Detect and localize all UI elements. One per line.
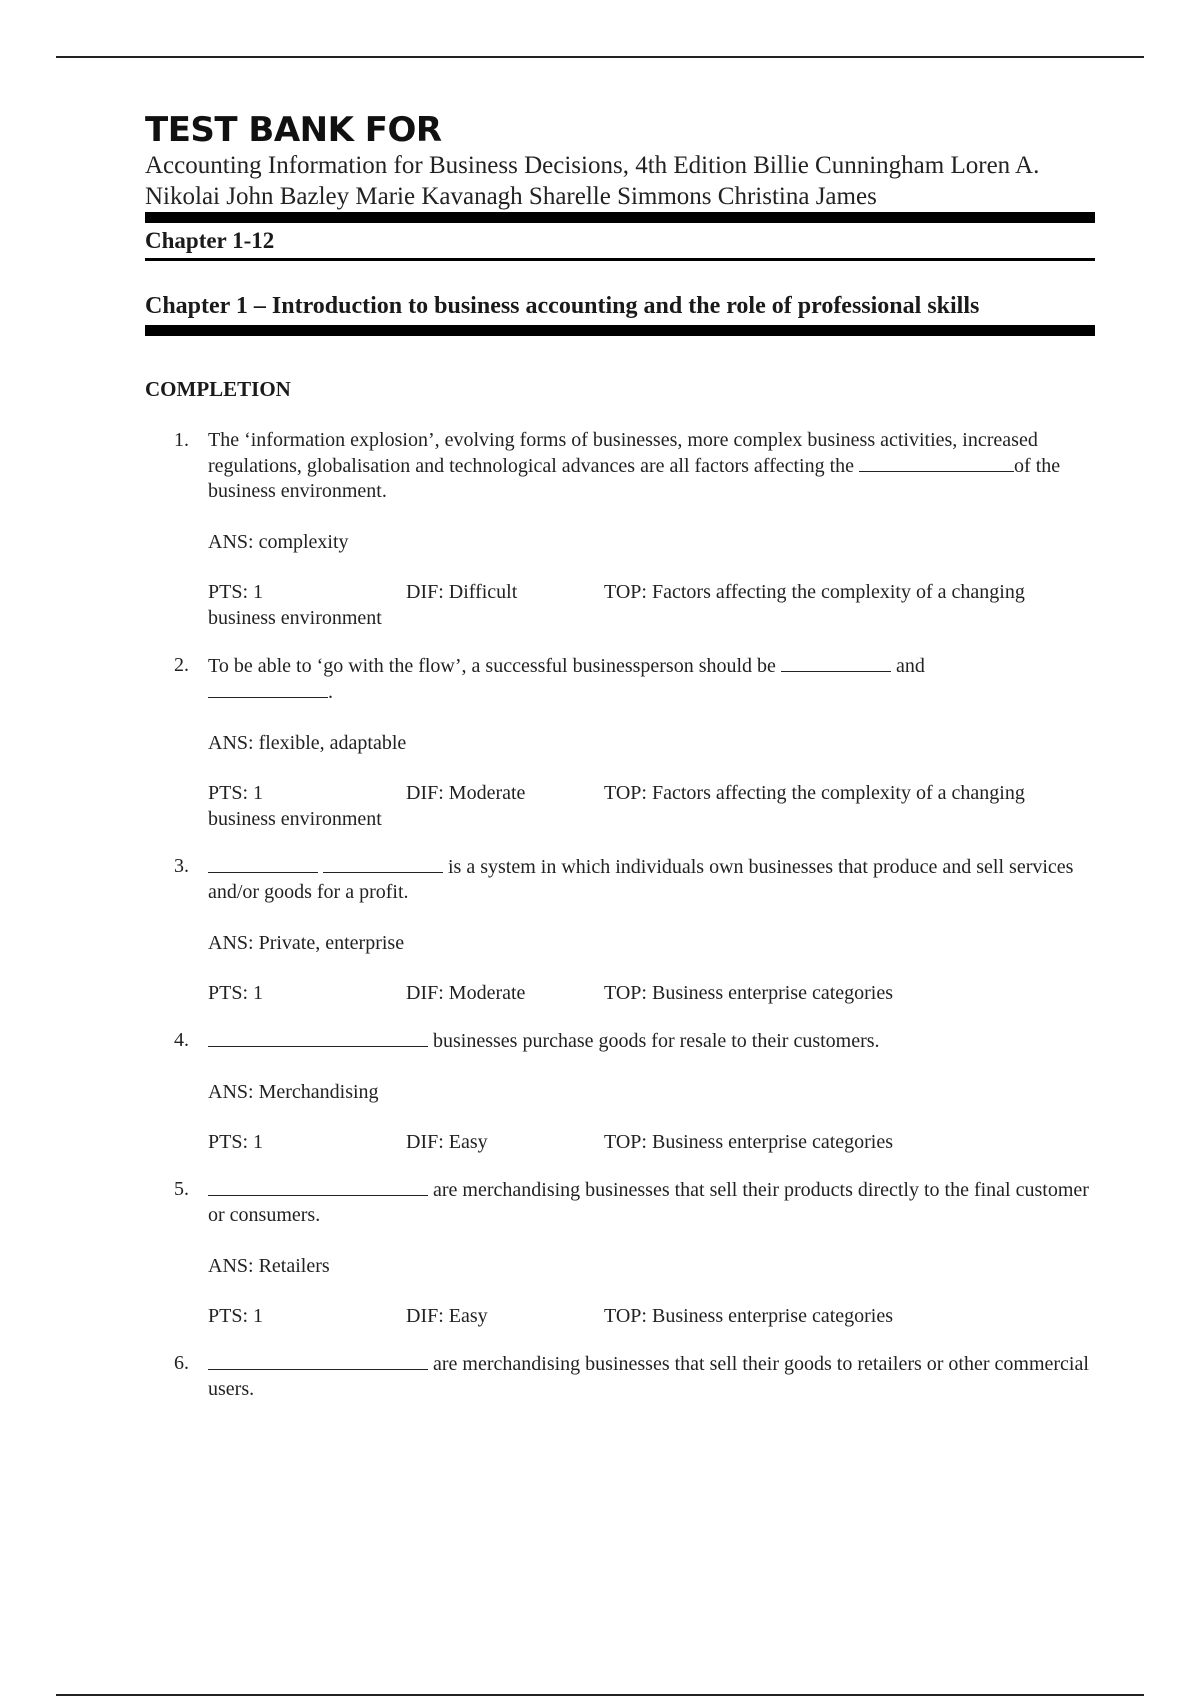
answer-line: ANS: complexity	[208, 531, 349, 553]
question-text: The ‘information explosion’, evolving forms of businesses, more complex business activities, increased regulations, globalisation and technological advances are all factors affecting the of the business environment.	[208, 429, 1061, 502]
points: PTS: 1	[208, 982, 264, 1004]
question-item	[145, 1177, 1095, 1329]
answer-blank	[208, 1028, 428, 1047]
question-meta	[208, 1303, 1095, 1329]
question-meta	[208, 780, 1095, 832]
question-text: businesses purchase goods for resale to their customers.	[208, 1028, 1095, 1054]
answer-line: ANS: flexible, adaptable	[208, 732, 407, 754]
difficulty: DIF: Easy	[406, 1305, 488, 1327]
answer-blank	[781, 653, 891, 672]
bottom-rule	[56, 1694, 1144, 1696]
document-page	[145, 110, 1095, 1424]
answer-blank	[208, 854, 318, 873]
question-meta	[208, 980, 1095, 1006]
question-text: are merchandising businesses that sell their goods to retailers or other commercial users.	[208, 1353, 1089, 1400]
question-number: 3.	[174, 855, 189, 877]
topic: TOP: Factors affecting the complexity of a changing business environment	[208, 782, 1025, 830]
difficulty: DIF: Moderate	[406, 782, 526, 804]
topic: TOP: Business enterprise categories	[604, 1131, 894, 1153]
chapter-title: Chapter 1 – Introduction to business accounting and the role of professional skills	[145, 293, 980, 319]
question-number: 6.	[174, 1352, 189, 1374]
chapter-range: Chapter 1-12	[145, 228, 275, 253]
top-rule	[56, 56, 1144, 58]
answer-blank	[208, 679, 328, 698]
question-meta	[208, 1129, 1095, 1155]
book-title: Accounting Information for Business Decisions, 4th Edition Billie Cunningham Loren A. Nikolai John Bazley Marie Kavanagh Sharelle Simmons Christina James	[145, 152, 1040, 210]
answer-line: ANS: Merchandising	[208, 1081, 379, 1103]
answer-line: ANS: Retailers	[208, 1255, 330, 1277]
question-text: are merchandising businesses that sell their products directly to the final customer or consumers.	[208, 1179, 1089, 1226]
points: PTS: 1	[208, 1131, 264, 1153]
points: PTS: 1	[208, 581, 264, 603]
difficulty: DIF: Difficult	[406, 581, 518, 603]
answer-blank	[208, 1177, 428, 1196]
divider-thick	[145, 325, 1095, 336]
topic: TOP: Business enterprise categories	[604, 1305, 894, 1327]
question-number: 1.	[174, 429, 189, 451]
question-list	[145, 428, 1095, 1402]
divider-thin	[145, 258, 1095, 261]
question-item	[145, 428, 1095, 631]
question-item	[145, 854, 1095, 1006]
points: PTS: 1	[208, 1305, 264, 1327]
answer-blank	[323, 854, 443, 873]
question-item	[145, 1028, 1095, 1155]
divider-thick	[145, 212, 1095, 223]
answer-blank	[208, 1351, 428, 1370]
question-item	[145, 653, 1095, 832]
topic: TOP: Factors affecting the complexity of a changing business environment	[208, 581, 1025, 629]
points: PTS: 1	[208, 782, 264, 804]
question-meta	[208, 579, 1095, 631]
difficulty: DIF: Easy	[406, 1131, 488, 1153]
question-number: 5.	[174, 1178, 189, 1200]
answer-line: ANS: Private, enterprise	[208, 932, 405, 954]
question-text: To be able to ‘go with the flow’, a successful businessperson should be and .	[208, 655, 925, 703]
question-number: 2.	[174, 654, 189, 676]
difficulty: DIF: Moderate	[406, 982, 526, 1004]
topic: TOP: Business enterprise categories	[604, 982, 894, 1004]
question-text: is a system in which individuals own businesses that produce and sell services and/or goods for a profit.	[208, 856, 1074, 903]
question-number: 4.	[174, 1029, 189, 1051]
answer-blank	[859, 453, 1014, 472]
section-heading: COMPLETION	[145, 377, 291, 401]
question-item	[145, 1351, 1095, 1402]
document-title: TEST BANK FOR	[145, 110, 442, 150]
